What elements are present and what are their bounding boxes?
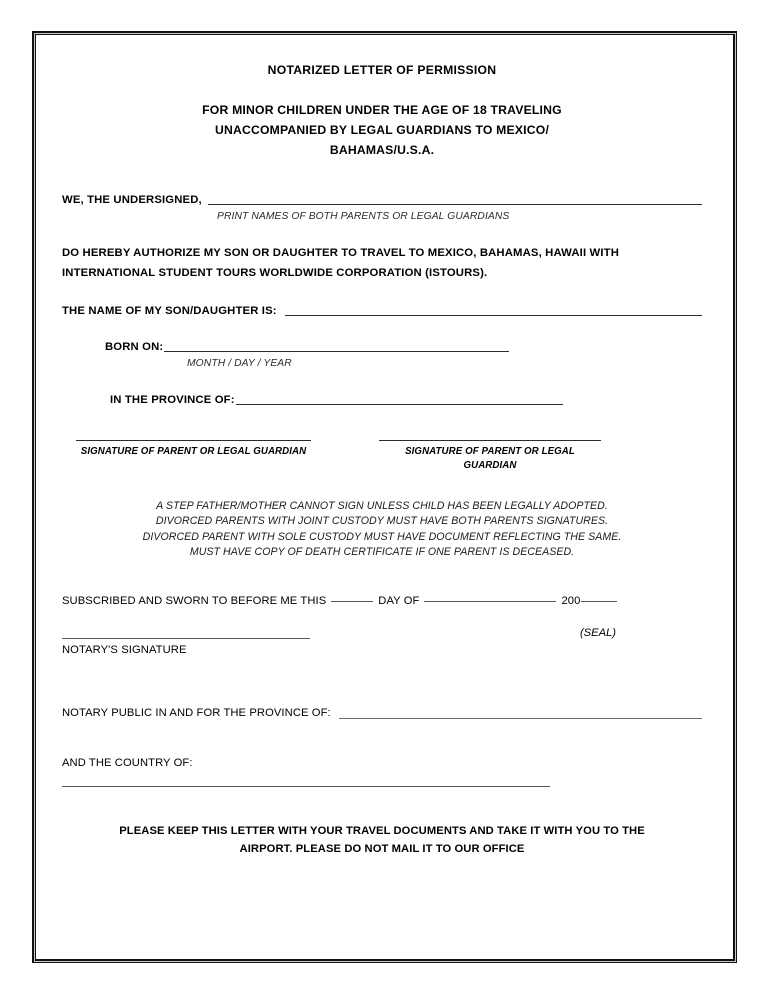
- custody-notice-line-3: DIVORCED PARENT WITH SOLE CUSTODY MUST HAVE DOCUMENT REFLECTING THE SAME.: [142, 530, 622, 543]
- sworn-text-part2: DAY OF: [378, 594, 420, 607]
- authorize-statement: [62, 244, 702, 283]
- custody-notice-line-2: DIVORCED PARENTS WITH JOINT CUSTODY MUST HAVE BOTH PARENTS SIGNATURES.: [155, 515, 609, 528]
- custody-notice-line-1: A STEP FATHER/MOTHER CANNOT SIGN UNLESS CHILD HAS BEEN LEGALLY ADOPTED.: [156, 499, 608, 512]
- sworn-statement: [62, 594, 702, 610]
- document-subtitle-line-1: FOR MINOR CHILDREN UNDER THE AGE OF 18 TRAVELING: [202, 103, 562, 118]
- notary-public-blank-line[interactable]: [339, 718, 702, 719]
- document-title: NOTARIZED LETTER OF PERMISSION: [267, 63, 497, 77]
- seal-label: (SEAL): [579, 626, 616, 639]
- footer-note: [62, 823, 702, 858]
- born-on-section: [62, 339, 702, 372]
- country-section: [62, 756, 702, 787]
- undersigned-blank-line[interactable]: [208, 204, 702, 205]
- born-on-row: [105, 339, 702, 355]
- province-section: [62, 392, 702, 408]
- province-blank-line[interactable]: [236, 404, 563, 405]
- parent-signature-2: [379, 440, 601, 473]
- authorize-line-2: INTERNATIONAL STUDENT TOURS WORLDWIDE CORPORATION (ISTOURS).: [62, 266, 488, 279]
- child-name-blank-line[interactable]: [285, 315, 702, 316]
- parent-signatures-section: [62, 440, 702, 473]
- undersigned-caption: PRINT NAMES OF BOTH PARENTS OR LEGAL GUARDIANS: [217, 210, 510, 222]
- country-blank-line[interactable]: [62, 786, 550, 787]
- footer-note-line-2: AIRPORT. PLEASE DO NOT MAIL IT TO OUR OFFICE: [239, 842, 525, 855]
- notary-signature-section: [62, 626, 702, 659]
- sworn-day-blank[interactable]: [331, 601, 373, 602]
- sworn-month-blank[interactable]: [424, 601, 556, 602]
- born-on-label: BORN ON:: [105, 340, 164, 353]
- parent-signature-1: [76, 440, 311, 473]
- custody-notice-line-4: MUST HAVE COPY OF DEATH CERTIFICATE IF ONE PARENT IS DECEASED.: [189, 546, 575, 559]
- child-name-label: THE NAME OF MY SON/DAUGHTER IS:: [62, 304, 277, 317]
- document-subtitle-line-3: BAHAMAS/U.S.A.: [329, 142, 435, 157]
- undersigned-section: [62, 192, 702, 225]
- notary-signature-line[interactable]: [62, 638, 310, 639]
- document-subtitle: [62, 101, 702, 160]
- province-label: IN THE PROVINCE OF:: [110, 394, 235, 407]
- document-subtitle-line-2: UNACCOMPANIED BY LEGAL GUARDIANS TO MEXICO/: [214, 123, 550, 138]
- sworn-year-blank[interactable]: [581, 601, 617, 602]
- sworn-text-part1: SUBSCRIBED AND SWORN TO BEFORE ME THIS: [62, 594, 327, 607]
- document-body: [62, 62, 702, 858]
- country-label: AND THE COUNTRY OF:: [62, 757, 193, 770]
- sworn-year-prefix: 200: [561, 594, 581, 607]
- parent-signature-1-line[interactable]: [76, 440, 311, 441]
- notary-public-section: [62, 706, 702, 722]
- authorize-line-1: DO HEREBY AUTHORIZE MY SON OR DAUGHTER TO TRAVEL TO MEXICO, BAHAMAS, HAWAII WITH: [62, 247, 619, 260]
- undersigned-row: [62, 192, 702, 208]
- parent-signature-2-line[interactable]: [379, 440, 601, 441]
- undersigned-label: WE, THE UNDERSIGNED,: [62, 193, 202, 206]
- footer-note-line-1: PLEASE KEEP THIS LETTER WITH YOUR TRAVEL DOCUMENTS AND TAKE IT WITH YOU TO THE: [119, 825, 645, 838]
- notary-public-label: NOTARY PUBLIC IN AND FOR THE PROVINCE OF:: [62, 707, 331, 720]
- parent-signature-2-caption: SIGNATURE OF PARENT OR LEGAL GUARDIAN: [405, 446, 575, 472]
- child-name-section: [62, 303, 702, 319]
- born-on-blank-line[interactable]: [164, 351, 509, 352]
- parent-signature-1-caption: SIGNATURE OF PARENT OR LEGAL GUARDIAN: [80, 446, 307, 458]
- notary-signature-label: NOTARY'S SIGNATURE: [62, 643, 187, 656]
- custody-notice: [62, 499, 702, 561]
- born-on-caption: MONTH / DAY / YEAR: [187, 357, 292, 369]
